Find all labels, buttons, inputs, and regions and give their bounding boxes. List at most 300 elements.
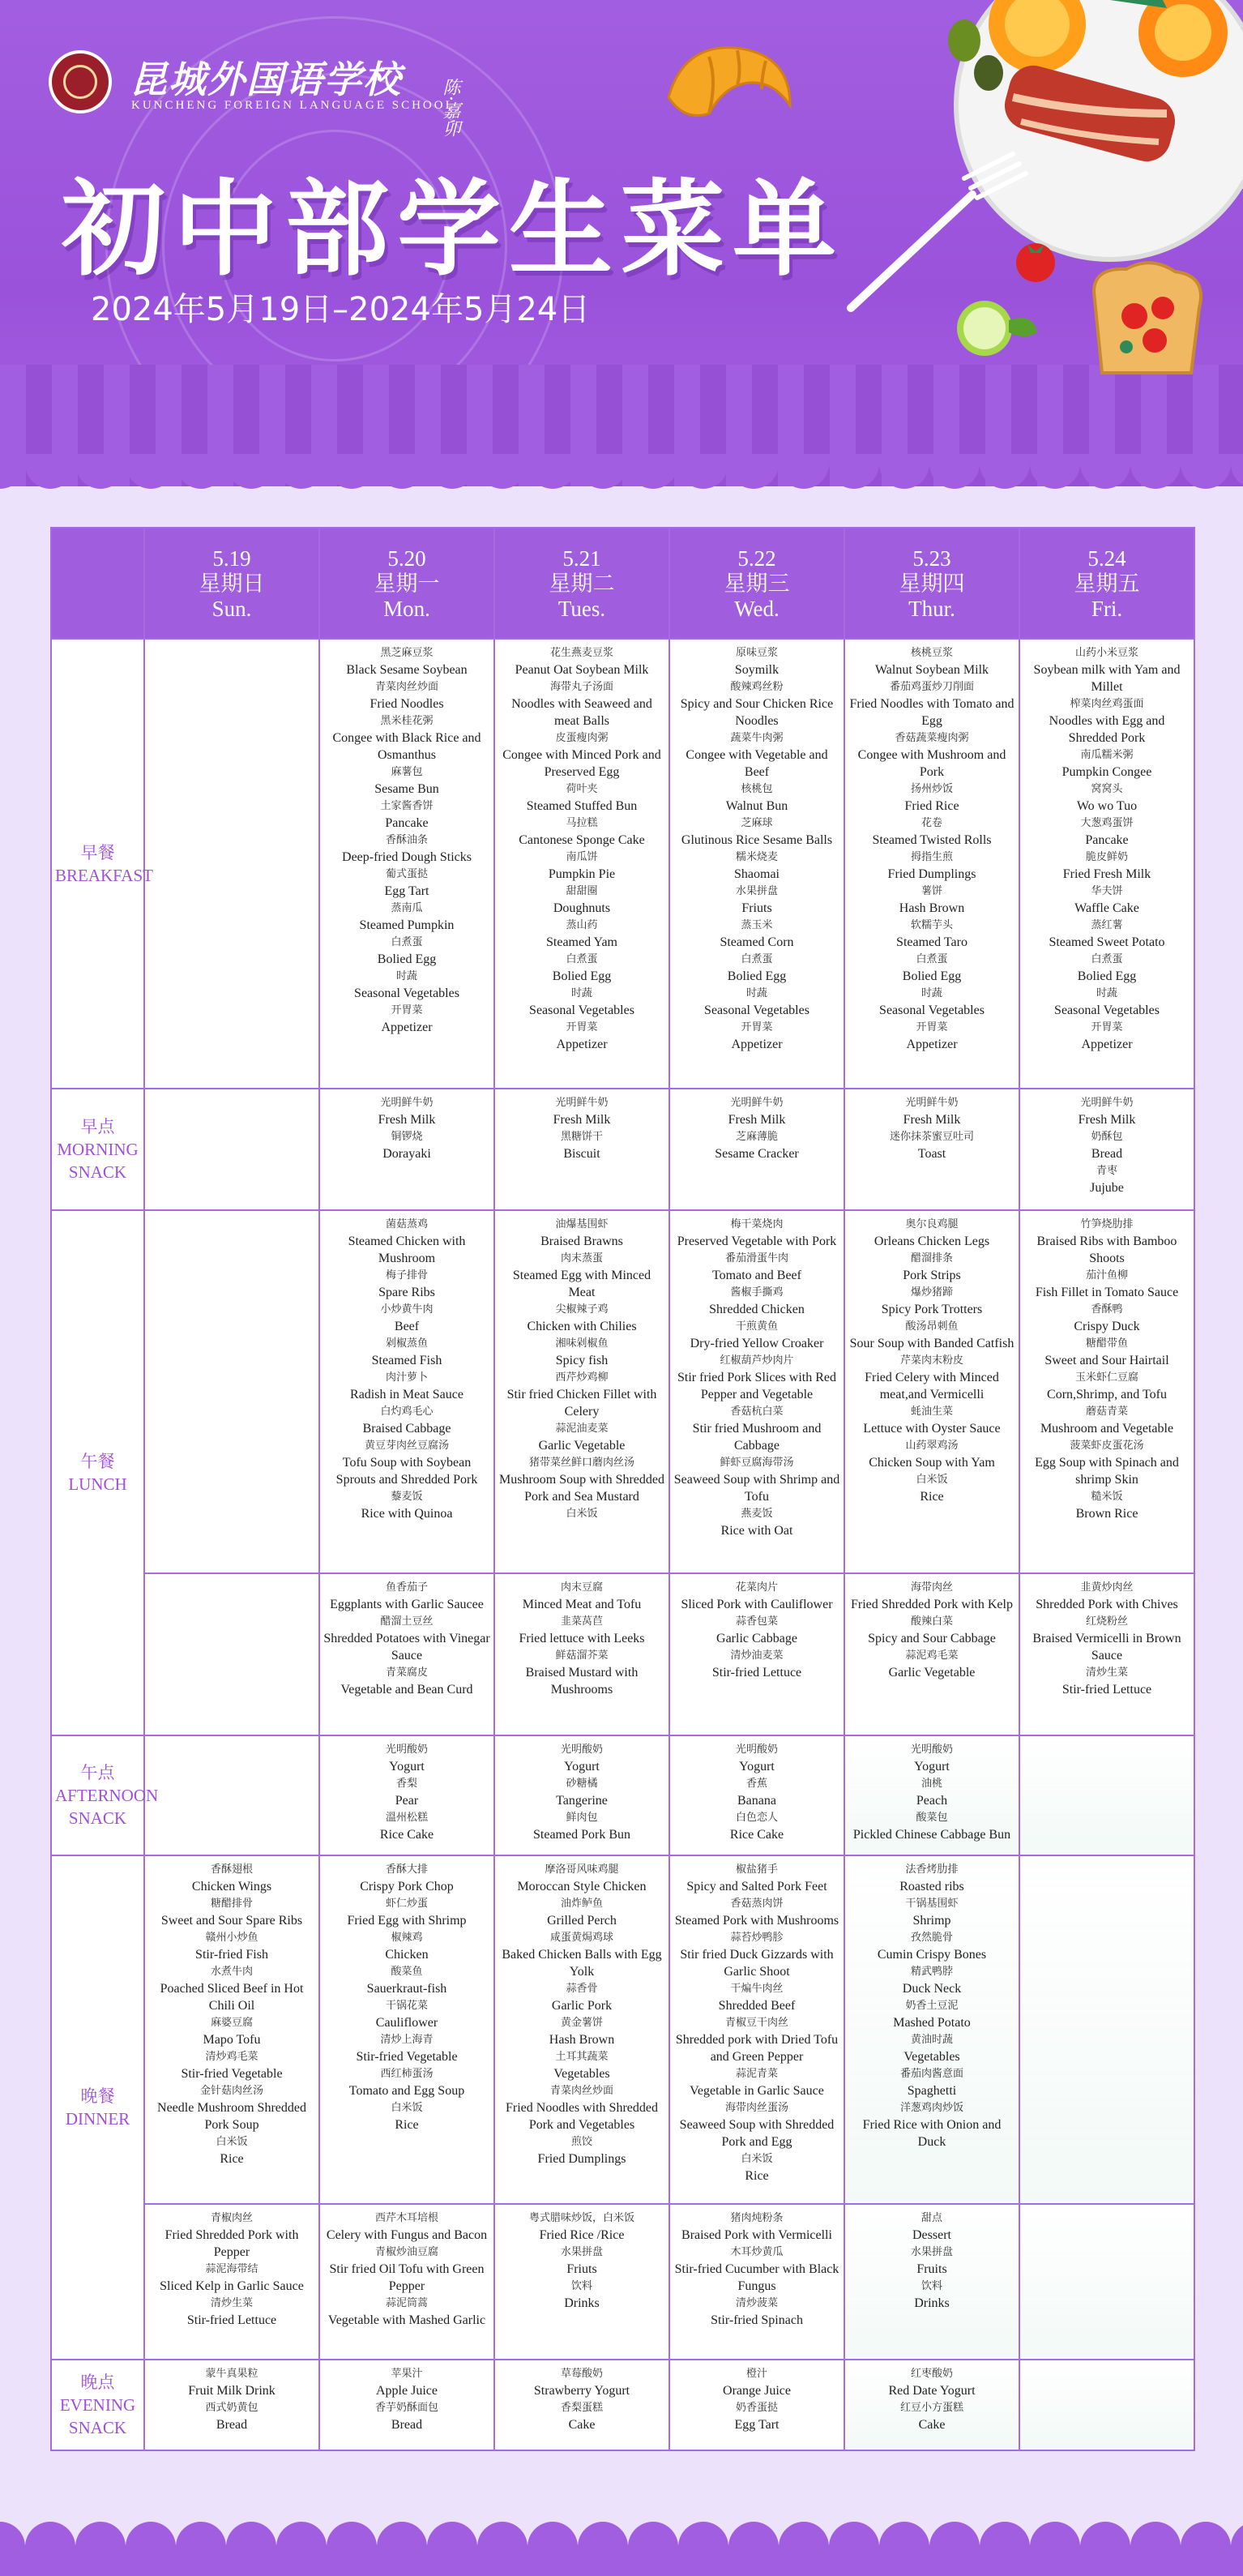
dish-line: 西芹炒鸡柳 [555, 1371, 609, 1384]
dish-line: Congee with Minced Pork and Preserved Egg [502, 748, 661, 779]
toast-icon [1078, 259, 1215, 381]
dish-line: 白煮蛋 [566, 953, 598, 965]
dish-line: Shredded Pork with Chives [1036, 1598, 1178, 1611]
dish-line: 核桃豆浆 [910, 647, 953, 659]
dish-line: Cake [568, 2418, 596, 2432]
dish-line: Stir-fried Cucumber with Black Fungus [674, 2262, 839, 2293]
dish-line: Appetizer [906, 1038, 958, 1051]
dish-line: Red Date Yogurt [888, 2384, 976, 2398]
dish-line: 光明鲜牛奶 [730, 1097, 784, 1109]
dish-line: 西式奶黄包 [205, 2402, 258, 2414]
day-header: 5.20 星期一 Mon. [319, 528, 494, 639]
dish-line: Congee with Mushroom and Pork [857, 748, 1006, 779]
dish-line: Mushroom and Vegetable [1040, 1422, 1174, 1436]
dish-line: 软糯芋头 [910, 919, 953, 931]
dish-line: Sour Soup with Banded Catfish [849, 1337, 1014, 1350]
dish-line: Friuts [566, 2262, 597, 2276]
dish-line: Egg Soup with Spinach and shrimp Skin [1035, 1456, 1179, 1487]
dish-line: 油桃 [921, 1778, 942, 1790]
dish-line: 玉米虾仁豆腐 [1074, 1371, 1138, 1384]
dish-line: Fried Noodles with Tomato and Egg [849, 697, 1014, 728]
dish-line: 鱼香茄子 [385, 1581, 428, 1594]
dish-line: 花菜肉片 [735, 1581, 778, 1594]
dish-line: Vegetables [553, 2067, 610, 2081]
dish-line: Rice [745, 2169, 769, 2183]
top-scallop [0, 454, 1243, 503]
dish-line: 糖醋排骨 [210, 1898, 253, 1910]
dish-line: Yogurt [389, 1760, 425, 1774]
dish-line: 饮料 [570, 2280, 592, 2292]
menu-cell [1019, 1735, 1194, 1855]
menu-cell [144, 1210, 319, 1573]
meal-label-afternoon-snack: 午点 AFTERNOON SNACK [51, 1735, 144, 1855]
dish-line: 山药翠鸡汤 [905, 1440, 959, 1452]
dish-line: Stir fried Oil Tofu with Green Pepper [329, 2262, 485, 2293]
dish-line: Moroccan Style Chicken [517, 1880, 647, 1893]
dish-line: 西红柿蛋汤 [380, 2068, 434, 2080]
dish-line: 酱椒手撕鸡 [730, 1286, 784, 1299]
dish-line: 赣州小炒鱼 [205, 1932, 258, 1944]
dish-line: 蒜泥筒蒿 [385, 2297, 428, 2309]
dish-line: 粤式腊味炒饭，白米饭 [528, 2212, 634, 2224]
menu-cell [144, 1855, 319, 2204]
dish-line: Rice Cake [379, 1828, 434, 1842]
dish-line: 酸汤昂刺鱼 [905, 1320, 959, 1333]
dish-line: Rice with Oat [720, 1524, 793, 1538]
dish-line: Crispy Pork Chop [360, 1880, 454, 1893]
menu-cell [1019, 1573, 1194, 1735]
dish-line: 白色恋人 [735, 1812, 778, 1824]
dish-line: 蒸玉米 [741, 919, 773, 931]
dish-line: 奶酥包 [1091, 1131, 1123, 1143]
dish-line: Steamed Pork with Mushrooms [674, 1914, 839, 1928]
dish-line: 黑米桂花粥 [380, 715, 434, 727]
dish-line: 糖醋带鱼 [1085, 1337, 1128, 1350]
dish-line: Needle Mushroom Shredded Pork Soup [157, 2101, 306, 2132]
menu-cell [494, 1855, 669, 2204]
menu-cell [319, 1210, 494, 1573]
dish-line: 青椒炒油豆腐 [374, 2246, 438, 2258]
menu-cell [1019, 2204, 1194, 2360]
dish-line: 鲜肉包 [566, 1812, 598, 1824]
dish-line: Stir fried Mushroom and Cabbage [692, 1422, 822, 1453]
dish-line: 油爆基围虾 [555, 1218, 609, 1230]
dish-line: 酸辣白菜 [910, 1615, 953, 1628]
dish-line: 爆炒猪蹄 [910, 1286, 953, 1299]
dish-line: Soybean milk with Yam and Millet [1033, 663, 1181, 694]
dish-line: 麻薯包 [391, 766, 423, 778]
menu-cell [1019, 639, 1194, 1089]
dish-line: Beef [394, 1320, 420, 1333]
menu-cell [844, 1855, 1019, 2204]
dish-line: 湘味剁椒鱼 [555, 1337, 609, 1350]
dish-line: 醋溜排条 [910, 1252, 953, 1264]
dish-line: 香菇蔬菜瘦肉粥 [895, 732, 969, 744]
dish-line: Walnut Bun [725, 799, 788, 813]
menu-cell [494, 1573, 669, 1735]
dish-line: 开胃菜 [391, 1004, 423, 1016]
dish-line: Steamed Corn [720, 935, 794, 949]
dish-line: Braised Cabbage [362, 1422, 451, 1436]
dish-line: Bolied Egg [1077, 969, 1137, 983]
menu-cell [1019, 1089, 1194, 1210]
dish-line: Dessert [912, 2228, 951, 2242]
dish-line: 茄汁鱼柳 [1085, 1269, 1128, 1282]
dish-line: 菌菇蒸鸡 [385, 1218, 428, 1230]
dish-line: 红豆小方蛋糕 [899, 2402, 963, 2414]
bottom-scallop [0, 2513, 1243, 2576]
day-header: 5.22 星期三 Wed. [669, 528, 844, 639]
dish-line: 西芹木耳培根 [374, 2212, 438, 2224]
dish-line: Chicken with Chilies [527, 1320, 637, 1333]
dish-line: 甜点 [921, 2212, 942, 2224]
dish-line: Appetizer [731, 1038, 783, 1051]
dish-line: 蒸山药 [566, 919, 598, 931]
croissant-icon [660, 32, 798, 138]
menu-cell [494, 2204, 669, 2360]
dish-line: 薯饼 [921, 885, 942, 897]
dish-line: 醋溜土豆丝 [380, 1615, 434, 1628]
dish-line: Rice [920, 1490, 944, 1504]
menu-cell [494, 1735, 669, 1855]
dish-line: Eggplants with Garlic Saucee [330, 1598, 484, 1611]
dish-line: Braised Mustard with Mushrooms [525, 1666, 639, 1697]
dish-line: Fresh Milk [728, 1113, 786, 1127]
dish-line: Bolied Egg [377, 952, 437, 966]
dish-line: 梅子排骨 [385, 1269, 428, 1282]
dish-line: Shredded pork with Dried Tofu and Green Pepper [675, 2033, 839, 2064]
dish-line: Fried lettuce with Leeks [519, 1632, 645, 1645]
breakfast-row [51, 639, 1194, 1089]
meal-label-breakfast: 早餐 BREAKFAST [51, 639, 144, 1089]
dish-line: 水煮牛肉 [210, 1966, 253, 1978]
dish-line: 华夫饼 [1091, 885, 1123, 897]
dish-line: 干煸牛肉丝 [730, 1983, 784, 1995]
dish-line: Spicy and Sour Cabbage [868, 1632, 996, 1645]
dish-line: Appetizer [556, 1038, 608, 1051]
dish-line: Baked Chicken Balls with Egg Yolk [502, 1948, 662, 1979]
menu-cell [669, 2360, 844, 2450]
dish-line: 南瓜饼 [566, 851, 598, 863]
dish-line: Egg Tart [734, 2418, 780, 2432]
dish-line: Pumpkin Pie [548, 867, 616, 881]
menu-cell [1019, 1210, 1194, 1573]
dish-line: 芝麻球 [741, 817, 773, 829]
dish-line: 干锅花菜 [385, 2000, 428, 2012]
dish-line: 花卷 [921, 817, 942, 829]
dish-line: 葡式蛋挞 [385, 868, 428, 880]
meal-label-morning-snack: 早点 MORNING SNACK [51, 1089, 144, 1210]
dish-line: Mapo Tofu [203, 2033, 261, 2047]
menu-cell [669, 639, 844, 1089]
dish-line: Dry-fried Yellow Croaker [690, 1337, 824, 1350]
dish-line: 红烧粉丝 [1085, 1615, 1128, 1628]
dish-line: 香酥大排 [385, 1864, 428, 1876]
dish-line: Sesame Bun [374, 782, 439, 796]
dish-line: Sliced Kelp in Garlic Sauce [160, 2279, 304, 2293]
dish-line: 麻婆豆腐 [210, 2017, 253, 2029]
dish-line: Stir-fried Fish [195, 1948, 268, 1962]
dish-line: Fried Dumplings [887, 867, 976, 881]
dish-line: Spare Ribs [378, 1286, 435, 1299]
dish-line: 清炒鸡毛菜 [205, 2051, 258, 2063]
dish-line: Duck Neck [902, 1982, 962, 1996]
dish-line: Bread [1091, 1147, 1123, 1161]
dish-line: Seasonal Vegetables [354, 986, 459, 1000]
dish-line: 糙米饭 [1091, 1491, 1123, 1503]
dish-line: 清炒生菜 [210, 2297, 253, 2309]
dinner-row-sides [51, 2204, 1194, 2360]
dish-line: Pancake [1085, 833, 1129, 847]
dish-line: 香菇蒸肉饼 [730, 1898, 784, 1910]
dish-line: 蚝油生菜 [910, 1406, 953, 1418]
dish-line: 蒜泥青菜 [735, 2068, 778, 2080]
dish-line: Cumin Crispy Bones [877, 1948, 987, 1962]
menu-cell [844, 2360, 1019, 2450]
dish-line: 青菜腐皮 [385, 1667, 428, 1679]
dish-line: Steamed Stuffed Bun [526, 799, 638, 813]
dish-line: Cantonese Sponge Cake [519, 833, 645, 847]
dish-line: 虾仁炒蛋 [385, 1898, 428, 1910]
dish-line: Pancake [385, 816, 429, 830]
dish-line: 白煮蛋 [1091, 953, 1123, 965]
menu-cell [669, 1089, 844, 1210]
dish-line: Seasonal Vegetables [1054, 1003, 1160, 1017]
dish-line: Spicy Pork Trotters [881, 1303, 983, 1316]
dish-line: 清炒油麦菜 [730, 1650, 784, 1662]
dish-line: 咸蛋黄焗鸡球 [549, 1932, 613, 1944]
dish-line: 清炒生菜 [1085, 1667, 1128, 1679]
dish-line: Garlic Pork [551, 1999, 613, 2013]
dish-line: 青椒肉丝 [210, 2212, 253, 2224]
meal-label-dinner: 晚餐 DINNER [51, 1855, 144, 2360]
menu-cell [669, 1855, 844, 2204]
dish-line: 光明鲜牛奶 [555, 1097, 609, 1109]
menu-cell [319, 639, 494, 1089]
dish-line: 白煮蛋 [741, 953, 773, 965]
menu-cell [669, 1573, 844, 1735]
dish-line: Chicken Wings [191, 1880, 272, 1893]
dish-line: Fresh Milk [1078, 1113, 1136, 1127]
dish-line: Stir fried Duck Gizzards with Garlic Shoot [680, 1948, 834, 1979]
dish-line: Vegetable with Mashed Garlic [327, 2313, 486, 2327]
menu-cell [1019, 2360, 1194, 2450]
dish-line: Mushroom Soup with Shredded Pork and Sea Mustard [499, 1473, 664, 1504]
dish-line: Vegetable and Bean Curd [340, 1683, 473, 1697]
dish-line: 光明酸奶 [910, 1744, 953, 1756]
dish-line: 光明酸奶 [560, 1744, 603, 1756]
dish-line: 黄金薯饼 [560, 2017, 603, 2029]
dish-line: 香梨 [395, 1778, 417, 1790]
menu-cell [844, 1735, 1019, 1855]
dish-line: Black Sesame Soybean [346, 663, 468, 677]
dish-line: Bolied Egg [552, 969, 612, 983]
dish-line: 蒙牛真果粒 [205, 2368, 258, 2380]
dish-line: 光明酸奶 [385, 1744, 428, 1756]
dish-line: 黑糖饼干 [560, 1131, 603, 1143]
dish-line: Grilled Perch [547, 1914, 617, 1928]
dish-line: 蘑菇青菜 [1085, 1406, 1128, 1418]
dish-line: Stir-fried Lettuce [711, 1666, 802, 1680]
dish-line: 小炒黄牛肉 [380, 1303, 434, 1316]
dish-line: Rice with Quinoa [361, 1507, 453, 1521]
dish-line: 洋葱鸡肉炒饭 [899, 2102, 963, 2114]
dish-line: Garlic Vegetable [888, 1666, 976, 1680]
dish-line: Toast [917, 1147, 946, 1161]
tomato-icon [1011, 235, 1060, 284]
dish-line: 大葱鸡蛋饼 [1080, 817, 1134, 829]
dish-line: Stir fried Chicken Fillet with Celery [506, 1388, 657, 1419]
dish-line: Bolied Egg [727, 969, 787, 983]
dish-line: 海带丸子汤面 [549, 681, 613, 693]
dish-line: Spicy and Salted Pork Feet [686, 1880, 827, 1893]
dish-line: 扬州炒饭 [910, 783, 953, 795]
dish-line: 白灼鸡毛心 [380, 1406, 434, 1418]
menu-cell [844, 1573, 1019, 1735]
dish-line: 燕麦饭 [741, 1508, 773, 1520]
dish-line: Pumpkin Congee [1061, 765, 1152, 779]
dish-line: 铜锣烧 [391, 1131, 423, 1143]
dish-line: Steamed Pork Bun [533, 1828, 630, 1842]
dish-line: Pork Strips [903, 1269, 961, 1282]
dish-line: Yogurt [739, 1760, 775, 1774]
dish-line: Shredded Chicken [709, 1303, 805, 1316]
dish-line: Doughnuts [553, 901, 611, 915]
dish-line: 清炒菠菜 [735, 2297, 778, 2309]
dish-line: Minced Meat and Tofu [522, 1598, 642, 1611]
header-banner [0, 0, 1243, 486]
dish-line: Fruits [916, 2262, 947, 2276]
dish-line: 猪肉炖粉条 [730, 2212, 784, 2224]
dish-line: Fried Noodles [369, 697, 444, 711]
dish-line: Yogurt [564, 1760, 600, 1774]
day-header-row [51, 528, 1194, 639]
menu-cell [319, 2204, 494, 2360]
dish-line: Shredded Potatoes with Vinegar Sauce [323, 1632, 490, 1662]
dish-line: Bread [216, 2418, 248, 2432]
dish-line: 酸辣鸡丝粉 [730, 681, 784, 693]
dish-line: 梅干菜烧肉 [730, 1218, 784, 1230]
dish-line: Fried Celery with Minced meat,and Vermicelli [865, 1371, 999, 1401]
dish-line: Sesame Cracker [715, 1147, 799, 1161]
dish-line: 蔬菜牛肉粥 [730, 732, 784, 744]
dish-line: 红枣酸奶 [910, 2368, 953, 2380]
dish-line: Steamed Egg with Minced Meat [512, 1269, 651, 1299]
dish-line: Fried Rice [904, 799, 959, 813]
dish-line: Radish in Meat Sauce [350, 1388, 463, 1401]
dish-line: Spicy fish [555, 1354, 609, 1367]
dish-line: 木耳炒黄瓜 [730, 2246, 784, 2258]
dish-line: Seaweed Soup with Shredded Pork and Egg [679, 2118, 835, 2149]
dish-line: 酸菜鱼 [391, 1966, 423, 1978]
dish-line: Bolied Egg [902, 969, 962, 983]
dish-line: Cauliflower [375, 2016, 438, 2030]
dish-line: 甜甜圈 [566, 885, 598, 897]
dish-line: 韭黄炒肉丝 [1080, 1581, 1134, 1594]
dish-line: Tomato and Egg Soup [348, 2084, 465, 2098]
dish-line: Glutinous Rice Sesame Balls [681, 833, 833, 847]
dish-line: 番茄鸡蛋炒刀削面 [889, 681, 974, 693]
dish-line: Shaomai [734, 867, 780, 881]
dish-line: 溫州松糕 [385, 1812, 428, 1824]
school-name-cn: 昆城外国语学校 [130, 58, 402, 101]
dish-line: Sliced Pork with Cauliflower [681, 1598, 833, 1611]
dish-line: Steamed Yam [546, 935, 617, 949]
dish-line: 椒盐猪手 [735, 1864, 778, 1876]
dinner-row-main [51, 1855, 1194, 2204]
day-header: 5.21 星期二 Tues. [494, 528, 669, 639]
dish-line: 光明鲜牛奶 [380, 1097, 434, 1109]
dish-line: 菠菜虾皮蛋花汤 [1070, 1440, 1144, 1452]
dish-line: 蒜泥鸡毛菜 [905, 1650, 959, 1662]
dish-line: Fried Noodles with Shredded Pork and Vegetables [506, 2101, 658, 2132]
dish-line: 奶香蛋挞 [735, 2402, 778, 2414]
day-header: 5.24 星期五 Fri. [1019, 528, 1194, 639]
dish-line: Celery with Fungus and Bacon [326, 2228, 488, 2242]
dish-line: Drinks [564, 2296, 600, 2310]
dish-line: 光明鲜牛奶 [905, 1097, 959, 1109]
menu-cell [1019, 1855, 1194, 2204]
day-header: 5.19 星期日 Sun. [144, 528, 319, 639]
dish-line: Appetizer [1081, 1038, 1133, 1051]
menu-cell [669, 2204, 844, 2360]
dish-line: 土耳其蔬菜 [555, 2051, 609, 2063]
dish-line: 拇指生煎 [910, 851, 953, 863]
menu-cell [844, 2204, 1019, 2360]
dish-line: 核桃包 [741, 783, 773, 795]
dish-line: Sweet and Sour Spare Ribs [160, 1914, 303, 1928]
dish-line: 光明鲜牛奶 [1080, 1097, 1134, 1109]
date-range: 2024年5月19日–2024年5月24日 [91, 291, 591, 328]
dish-line: Chicken [385, 1948, 429, 1962]
dish-line: 尖椒辣子鸡 [555, 1303, 609, 1316]
dish-line: Vegetables [903, 2050, 960, 2064]
dish-line: 白煮蛋 [916, 953, 948, 965]
dish-line: 时蔬 [1096, 987, 1117, 999]
dish-line: 芹菜肉末粉皮 [899, 1354, 963, 1367]
menu-cell [494, 1089, 669, 1210]
dish-line: Peach [916, 1794, 948, 1808]
dish-line: 香酥油条 [385, 834, 428, 846]
dish-line: 蒜苔炒鸭胗 [730, 1932, 784, 1944]
dish-line: 香酥鸭 [1091, 1303, 1123, 1316]
dish-line: 白米饭 [566, 1508, 598, 1520]
dish-line: 开胃菜 [566, 1021, 598, 1033]
dish-line: 黑芝麻豆浆 [380, 647, 434, 659]
dish-line: Drinks [914, 2296, 950, 2310]
dish-line: 原味豆浆 [735, 647, 778, 659]
dish-line: 土家酱香饼 [380, 800, 434, 812]
dish-line: Friuts [741, 901, 772, 915]
dish-line: 海带肉丝蛋汤 [724, 2102, 788, 2114]
menu-cell [144, 1735, 319, 1855]
dish-line: Seasonal Vegetables [529, 1003, 634, 1017]
lunch-row-main [51, 1210, 1194, 1573]
dish-line: Soymilk [734, 663, 780, 677]
dish-line: 韭菜莴苣 [560, 1615, 603, 1628]
school-seal-text: 陈·嘉卯 [440, 78, 460, 137]
dish-line: Roasted ribs [899, 1880, 964, 1893]
dish-line: 青菜肉丝炒面 [374, 681, 438, 693]
dish-line: Pickled Chinese Cabbage Bun [852, 1828, 1011, 1842]
dish-line: Orleans Chicken Legs [874, 1235, 990, 1248]
dish-line: Braised Brawns [540, 1235, 623, 1248]
dish-line: 奥尔良鸡腿 [905, 1218, 959, 1230]
dish-line: 光明酸奶 [735, 1744, 778, 1756]
dish-line: Biscuit [563, 1147, 600, 1161]
dish-line: Cake [918, 2418, 946, 2432]
dish-line: Rice Cake [729, 1828, 784, 1842]
